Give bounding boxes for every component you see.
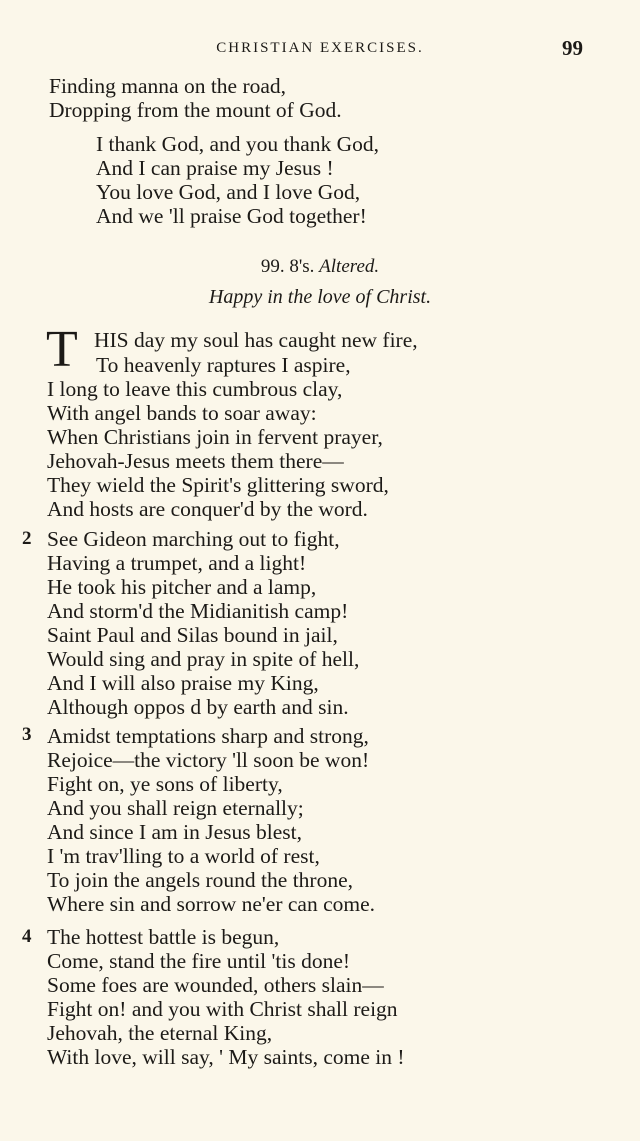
hymn-number	[0, 256, 640, 278]
verse-line: Finding manna on the road,	[49, 74, 287, 98]
chorus-line: And I can praise my Jesus !	[96, 156, 334, 180]
verse-line: To join the angels round the throne,	[47, 868, 353, 892]
verse-line: Some foes are wounded, others slain—	[47, 973, 384, 997]
verse-line: Come, stand the fire until 'tis done!	[47, 949, 351, 973]
hymn-title: Happy in the love of Christ.	[208, 286, 432, 308]
verse-line: With angel bands to soar away:	[47, 401, 317, 425]
verse-line: With love, will say, ' My saints, come in !	[47, 1045, 405, 1069]
verse-line: When Christians join in fervent prayer,	[47, 425, 383, 449]
verse-line: And storm'd the Midianitish camp!	[47, 599, 349, 623]
verse-line: And hosts are conquer'd by the word.	[47, 497, 368, 521]
verse-line: Having a trumpet, and a light!	[47, 551, 307, 575]
verse-line: Dropping from the mount of God.	[49, 98, 342, 122]
stanza-number: 4	[22, 926, 32, 947]
verse-line: Fight on! and you with Christ shall reign	[47, 997, 398, 1021]
verse-line: Although oppos d by earth and sin.	[47, 695, 349, 719]
verse-line: HIS day my soul has caught new fire,	[94, 328, 418, 352]
verse-line: I 'm trav'lling to a world of rest,	[47, 844, 320, 868]
page-number: 99	[562, 36, 583, 60]
drop-cap: T	[46, 321, 78, 378]
verse-line: I long to leave this cumbrous clay,	[47, 377, 343, 401]
chorus-line: You love God, and I love God,	[96, 180, 361, 204]
verse-line: See Gideon marching out to fight,	[47, 527, 340, 551]
chorus-line: I thank God, and you thank God,	[96, 132, 380, 156]
verse-line: Saint Paul and Silas bound in jail,	[47, 623, 338, 647]
verse-line: And I will also praise my King,	[47, 671, 319, 695]
verse-line: And since I am in Jesus blest,	[47, 820, 302, 844]
verse-line: The hottest battle is begun,	[47, 925, 280, 949]
verse-line: Amidst temptations sharp and strong,	[47, 724, 369, 748]
hymn-altered-note: Altered.	[319, 256, 380, 277]
verse-line: They wield the Spirit's glittering sword,	[47, 473, 389, 497]
chorus-line: And we 'll praise God together!	[96, 204, 367, 228]
stanza-number: 3	[22, 724, 32, 745]
stanza-number: 2	[22, 528, 32, 549]
running-header: CHRISTIAN EXERCISES.	[216, 40, 424, 56]
verse-line: Would sing and pray in spite of hell,	[47, 647, 360, 671]
verse-line: And you shall reign eternally;	[47, 796, 304, 820]
verse-line: To heavenly raptures I aspire,	[96, 353, 351, 377]
verse-line: Jehovah-Jesus meets them there—	[47, 449, 344, 473]
verse-line: Jehovah, the eternal King,	[47, 1021, 273, 1045]
verse-line: He took his pitcher and a lamp,	[47, 575, 317, 599]
verse-line: Rejoice—the victory 'll soon be won!	[47, 748, 370, 772]
verse-line: Where sin and sorrow ne'er can come.	[47, 892, 376, 916]
verse-line: Fight on, ye sons of liberty,	[47, 772, 283, 796]
hymn-meter: 99. 8's.	[260, 256, 315, 277]
